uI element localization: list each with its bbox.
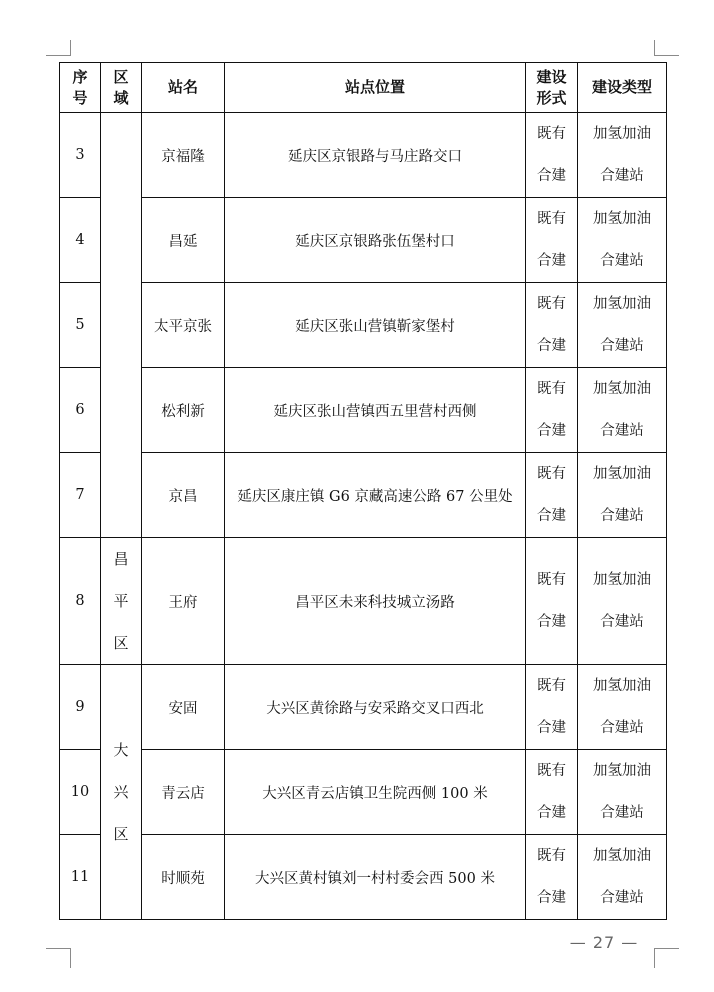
header-form: 建设 形式 — [526, 63, 578, 113]
crop-mark-bottom-left-h — [46, 948, 71, 949]
cell-location: 延庆区张山营镇西五里营村西侧 — [225, 368, 526, 453]
cell-type: 加氢加油 合建站 — [578, 835, 667, 920]
cell-form: 既有 合建 — [526, 283, 578, 368]
cell-index: 4 — [60, 198, 101, 283]
cell-index: 11 — [60, 835, 101, 920]
cell-station: 时顺苑 — [142, 835, 225, 920]
table-row — [60, 665, 667, 750]
cell-form: 既有 合建 — [526, 198, 578, 283]
cell-location: 延庆区张山营镇靳家堡村 — [225, 283, 526, 368]
cell-index: 5 — [60, 283, 101, 368]
cell-form: 既有 合建 — [526, 368, 578, 453]
cell-type: 加氢加油 合建站 — [578, 283, 667, 368]
cell-station: 京昌 — [142, 453, 225, 538]
cell-station: 王府 — [142, 538, 225, 665]
cell-region-changping: 昌 平 区 — [101, 538, 142, 665]
cell-index: 3 — [60, 113, 101, 198]
cell-form: 既有 合建 — [526, 538, 578, 665]
header-station: 站名 — [142, 63, 225, 113]
cell-form: 既有 合建 — [526, 835, 578, 920]
page-number: — 27 — — [569, 933, 639, 952]
table-row — [60, 198, 667, 283]
cell-station: 青云店 — [142, 750, 225, 835]
cell-station: 太平京张 — [142, 283, 225, 368]
cell-type: 加氢加油 合建站 — [578, 113, 667, 198]
cell-location: 延庆区京银路与马庄路交口 — [225, 113, 526, 198]
cell-form: 既有 合建 — [526, 665, 578, 750]
cell-type: 加氢加油 合建站 — [578, 368, 667, 453]
cell-type: 加氢加油 合建站 — [578, 453, 667, 538]
header-region: 区 域 — [101, 63, 142, 113]
crop-mark-bottom-right-v — [654, 948, 655, 968]
station-table — [59, 62, 667, 920]
table-row — [60, 283, 667, 368]
cell-station: 松利新 — [142, 368, 225, 453]
cell-form: 既有 合建 — [526, 113, 578, 198]
cell-type: 加氢加油 合建站 — [578, 538, 667, 665]
cell-index: 8 — [60, 538, 101, 665]
cell-region-empty — [101, 113, 142, 538]
crop-mark-bottom-left-v — [70, 948, 71, 968]
cell-location: 延庆区京银路张伍堡村口 — [225, 198, 526, 283]
crop-mark-bottom-right-h — [654, 948, 679, 949]
cell-form: 既有 合建 — [526, 750, 578, 835]
table-row — [60, 113, 667, 198]
cell-station: 昌延 — [142, 198, 225, 283]
cell-type: 加氢加油 合建站 — [578, 750, 667, 835]
crop-mark-top-right-h — [654, 55, 679, 56]
crop-mark-top-left-v — [70, 40, 71, 56]
cell-index: 6 — [60, 368, 101, 453]
cell-location: 大兴区黄徐路与安采路交叉口西北 — [225, 665, 526, 750]
cell-type: 加氢加油 合建站 — [578, 198, 667, 283]
cell-location: 大兴区黄村镇刘一村村委会西 500 米 — [225, 835, 526, 920]
cell-location: 延庆区康庄镇 G6 京藏高速公路 67 公里处 — [225, 453, 526, 538]
table-row — [60, 750, 667, 835]
cell-index: 7 — [60, 453, 101, 538]
header-type: 建设类型 — [578, 63, 667, 113]
crop-mark-top-right-v — [654, 40, 655, 56]
cell-index: 10 — [60, 750, 101, 835]
crop-mark-top-left-h — [46, 55, 71, 56]
cell-form: 既有 合建 — [526, 453, 578, 538]
header-location: 站点位置 — [225, 63, 526, 113]
header-index: 序 号 — [60, 63, 101, 113]
table-row — [60, 538, 667, 665]
table-header-row — [60, 63, 667, 113]
cell-station: 安固 — [142, 665, 225, 750]
table-row — [60, 368, 667, 453]
cell-location: 大兴区青云店镇卫生院西侧 100 米 — [225, 750, 526, 835]
cell-index: 9 — [60, 665, 101, 750]
cell-type: 加氢加油 合建站 — [578, 665, 667, 750]
cell-location: 昌平区未来科技城立汤路 — [225, 538, 526, 665]
table-row — [60, 835, 667, 920]
cell-region-daxing: 大 兴 区 — [101, 665, 142, 920]
table-row — [60, 453, 667, 538]
cell-station: 京福隆 — [142, 113, 225, 198]
